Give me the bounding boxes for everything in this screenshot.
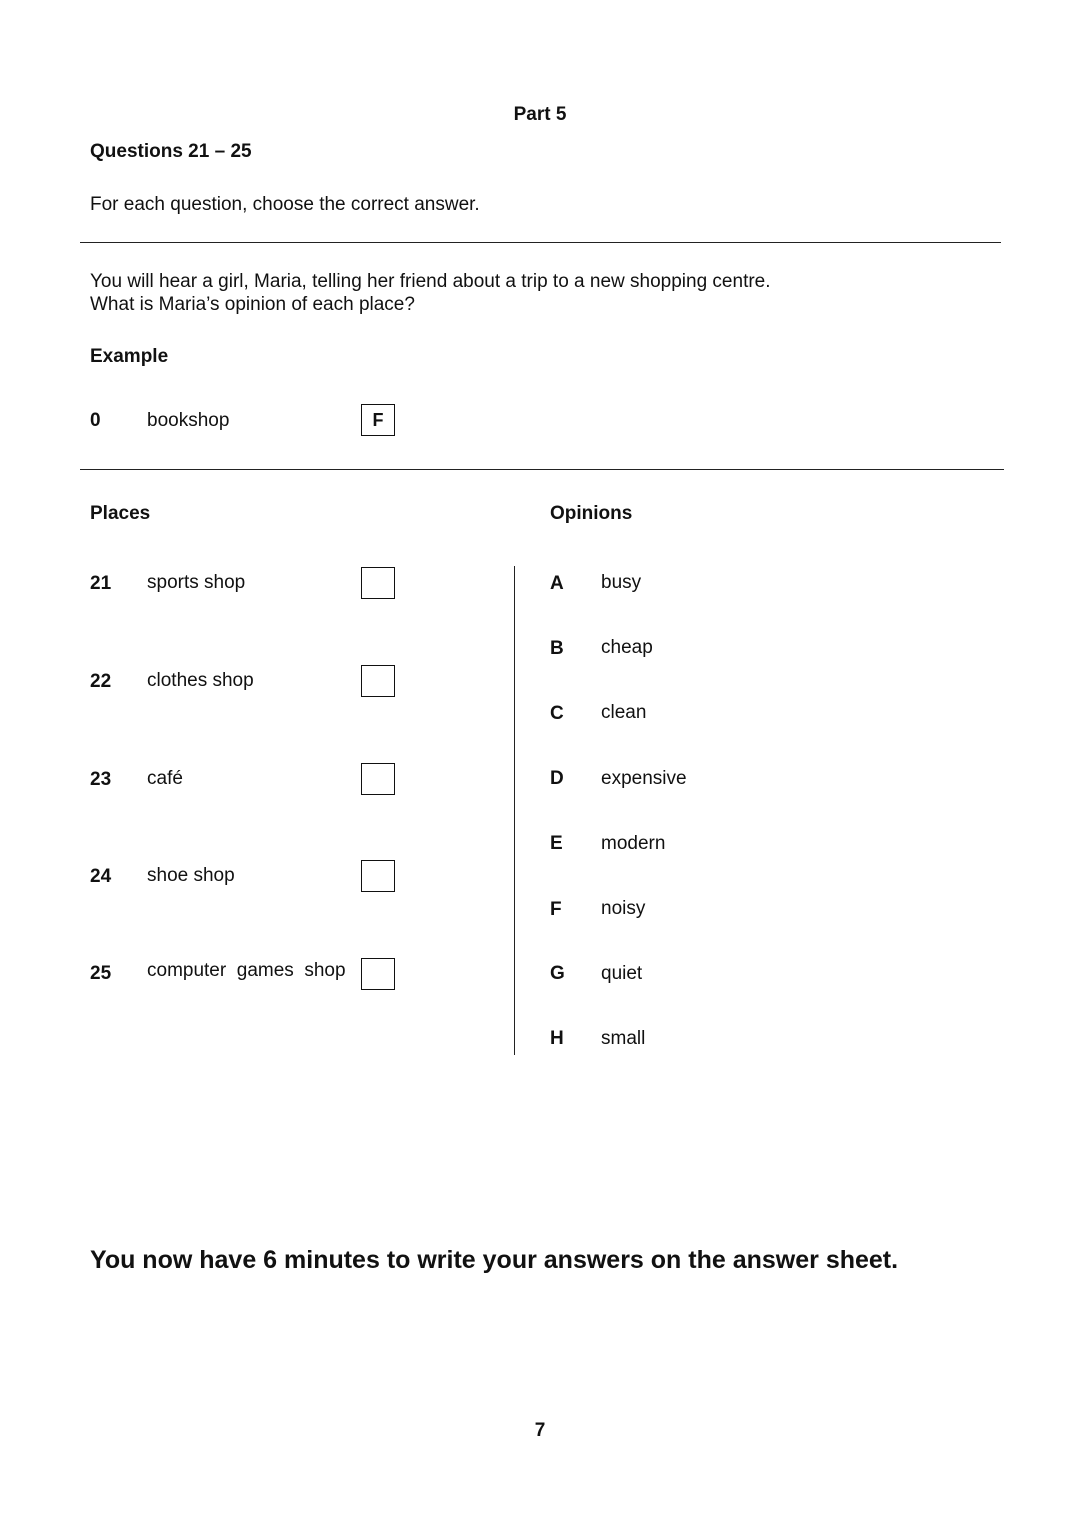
answer-box-25[interactable] [361, 958, 395, 990]
place-label: shoe shop [147, 865, 235, 886]
page-number: 7 [534, 1420, 546, 1441]
place-number: 22 [90, 671, 112, 692]
intro-line-1: You will hear a girl, Maria, telling her friend about a trip to a new shopping centre. [90, 271, 771, 292]
opinion-label: quiet [601, 963, 643, 984]
opinion-letter: E [550, 833, 563, 854]
divider-middle [80, 469, 1004, 470]
place-label: computer games shop [147, 960, 346, 981]
instruction-text: For each question, choose the correct answer. [90, 194, 480, 215]
questions-range: Questions 21 – 25 [90, 141, 252, 162]
opinions-heading: Opinions [550, 503, 633, 524]
place-label: clothes shop [147, 670, 254, 691]
opinion-letter: C [550, 703, 564, 724]
example-place: bookshop [147, 410, 230, 431]
example-answer-box: F [361, 404, 395, 436]
answer-box-23[interactable] [361, 763, 395, 795]
opinion-label: noisy [601, 898, 646, 919]
example-heading: Example [90, 346, 169, 367]
opinion-label: clean [601, 702, 647, 723]
opinion-letter: A [550, 573, 564, 594]
answer-box-22[interactable] [361, 665, 395, 697]
opinion-letter: F [550, 899, 562, 920]
answer-box-24[interactable] [361, 860, 395, 892]
places-heading: Places [90, 503, 151, 524]
place-number: 23 [90, 769, 112, 790]
place-label: sports shop [147, 572, 246, 593]
place-number: 21 [90, 573, 112, 594]
opinion-label: expensive [601, 768, 687, 789]
opinion-label: busy [601, 572, 642, 593]
column-separator [514, 566, 515, 1055]
divider-top [80, 242, 1001, 243]
opinion-letter: B [550, 638, 564, 659]
answer-box-21[interactable] [361, 567, 395, 599]
place-label: café [147, 768, 183, 789]
opinion-letter: G [550, 963, 565, 984]
opinion-label: small [601, 1028, 646, 1049]
intro-text [90, 270, 771, 316]
opinion-letter: H [550, 1028, 564, 1049]
opinion-letter: D [550, 768, 564, 789]
example-number: 0 [90, 410, 101, 431]
place-number: 24 [90, 866, 112, 887]
opinion-label: cheap [601, 637, 653, 658]
opinion-label: modern [601, 833, 666, 854]
time-remaining-note: You now have 6 minutes to write your answers on the answer sheet. [90, 1246, 899, 1274]
intro-line-2: What is Maria’s opinion of each place? [90, 294, 415, 315]
place-number: 25 [90, 963, 112, 984]
part-title: Part 5 [513, 104, 567, 125]
